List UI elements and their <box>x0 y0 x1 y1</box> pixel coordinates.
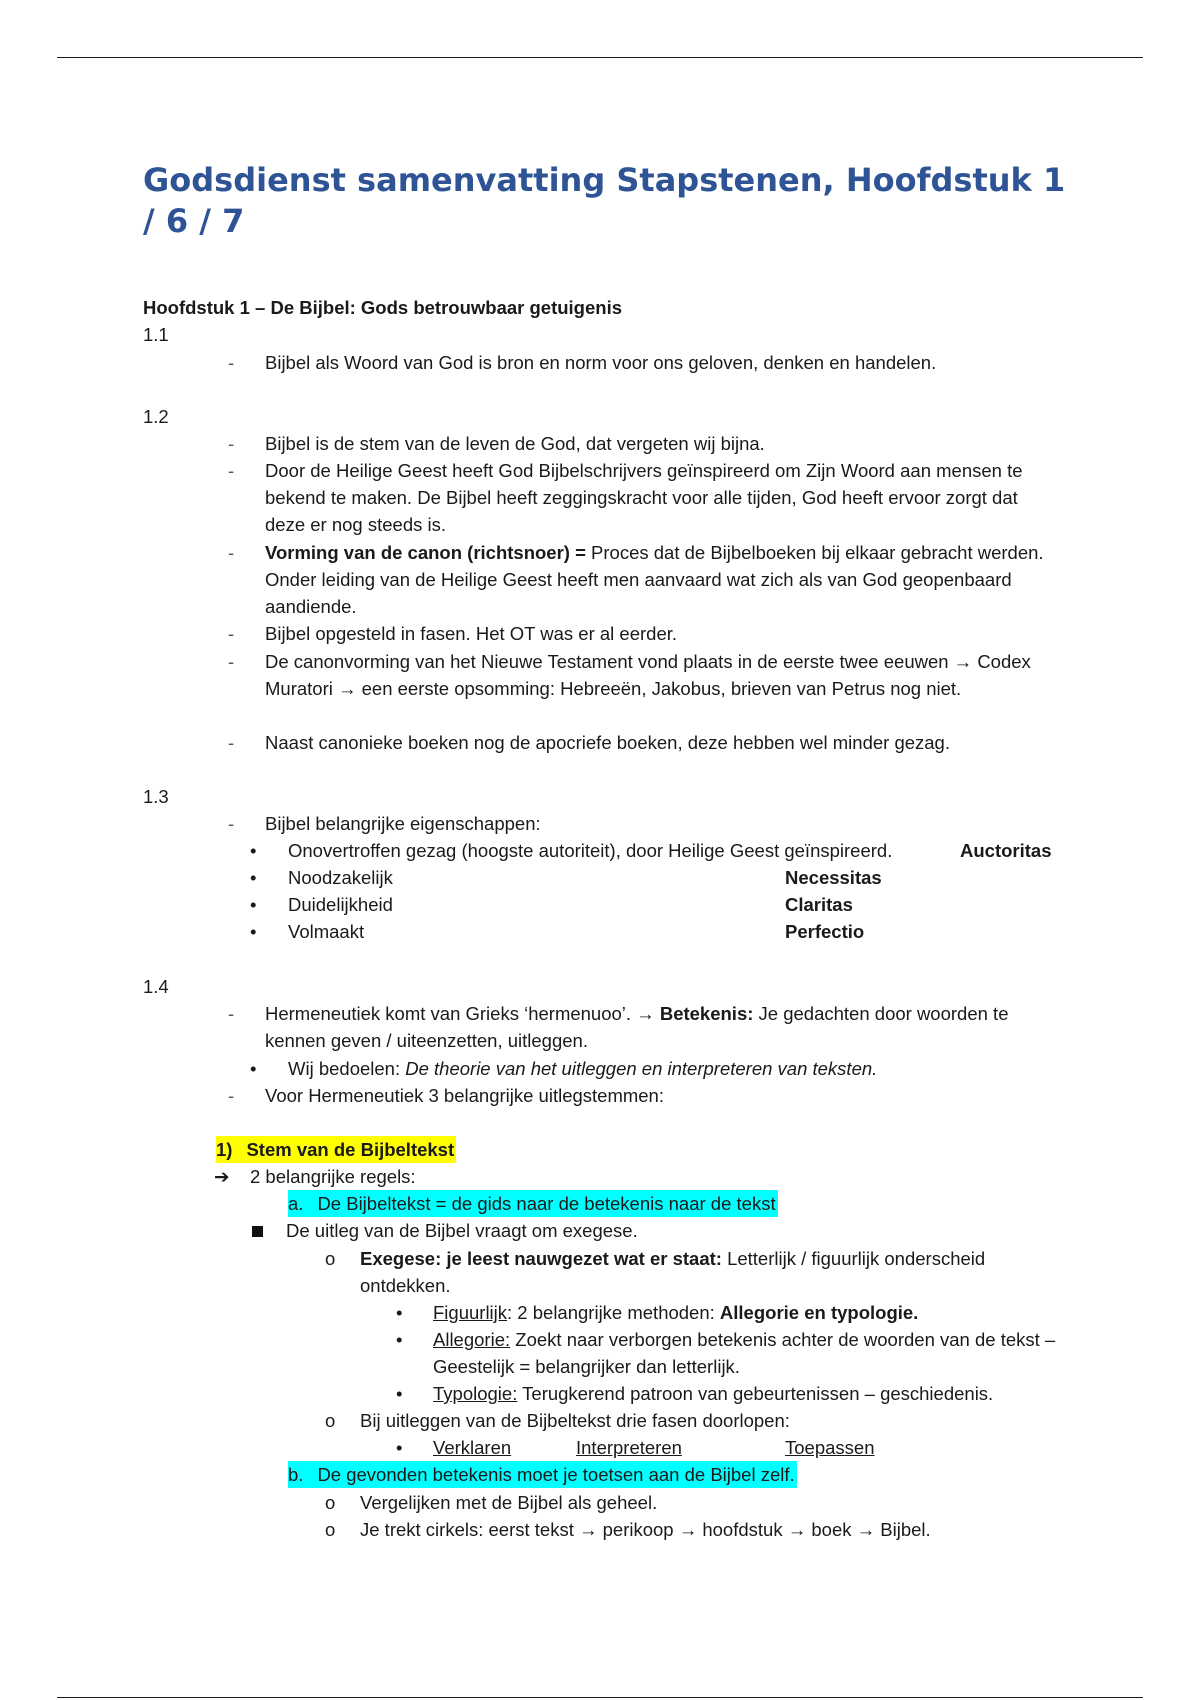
circle-bullet-icon: o <box>325 1248 336 1269</box>
list-item-allegorie <box>433 1326 1063 1380</box>
list-item-hermeneutiek <box>265 1000 1025 1054</box>
dash-bullet: - <box>228 542 235 563</box>
allegorie-label: Allegorie: <box>433 1329 511 1350</box>
list-item: Bij uitleggen van de Bijbeltekst drie fasen doorlopen: <box>360 1410 790 1431</box>
property-term: Necessitas <box>785 867 882 888</box>
property-term: Perfectio <box>785 921 865 942</box>
typologie-text: Terugkerend patroon van gebeurtenissen – geschiedenis. <box>517 1383 994 1404</box>
dash-bullet: - <box>228 352 235 373</box>
dash-bullet: - <box>228 1085 235 1106</box>
list-item: Voor Hermeneutiek 3 belangrijke uitlegstemmen: <box>265 1085 664 1106</box>
list-item: 2 belangrijke regels: <box>250 1166 416 1187</box>
rule-letter: a. <box>288 1193 304 1214</box>
list-item-exegese <box>360 1245 1060 1299</box>
figuurlijk-methods: Allegorie en typologie. <box>719 1302 919 1323</box>
round-bullet: • <box>250 840 257 861</box>
section-number-1-4: 1.4 <box>143 976 169 997</box>
list-item: Naast canonieke boeken nog de apocriefe boeken, deze hebben wel minder gezag. <box>265 732 950 753</box>
rule-b <box>288 1461 797 1488</box>
list-item: De canonvorming van het Nieuwe Testament vond plaats in de eerste twee eeuwen → Codex Muratori → een eerste opsomming: Hebreeën, Jakobus, brieven van Petrus nog niet. <box>265 651 1031 699</box>
wij-bedoelen-text: De theorie van het uitleggen en interpreteren van teksten. <box>405 1058 878 1079</box>
stem-label: Stem van de Bijbeltekst <box>246 1139 455 1160</box>
property-label: Onovertroffen gezag (hoogste autoriteit), door Heilige Geest geïnspireerd. <box>288 840 893 861</box>
list-item: Door de Heilige Geest heeft God Bijbelschrijvers geïnspireerd om Zijn Woord aan mensen te bekend te maken. De Bijbel heeft zeggingskracht voor alle tijden, God heeft ervoor zorgt dat deze er nog steeds is. <box>265 460 1023 535</box>
list-item: Je trekt cirkels: eerst tekst → perikoop → hoofdstuk → boek → Bijbel. <box>360 1519 931 1540</box>
allegorie-text: Zoekt naar verborgen betekenis achter de woorden van de tekst – Geestelijk = belangrijker dan letterlijk. <box>433 1329 1056 1377</box>
figuurlijk-text: : 2 belangrijke methoden: <box>507 1302 720 1323</box>
phase-3: Toepassen <box>785 1437 875 1458</box>
canon-definition: Proces dat de Bijbelboeken bij elkaar gebracht werden. Onder leiding van de Heilige Geest heeft men aanvaard wat zich als van God geopenbaard aandiende. <box>265 542 1044 617</box>
stem-heading <box>216 1136 456 1163</box>
chapter-heading: Hoofdstuk 1 – De Bijbel: Gods betrouwbaar getuigenis <box>143 297 623 318</box>
section-number-1-1: 1.1 <box>143 324 169 345</box>
round-bullet: • <box>250 1058 257 1079</box>
property-term: Claritas <box>785 894 853 915</box>
section-number-1-3: 1.3 <box>143 786 169 807</box>
betekenis-label: Betekenis: <box>659 1003 754 1024</box>
section-number-1-2: 1.2 <box>143 406 169 427</box>
list-item-figuurlijk <box>433 1299 918 1326</box>
rule-text: De gevonden betekenis moet je toetsen aan de Bijbel zelf. <box>317 1464 795 1485</box>
property-term: Auctoritas <box>960 840 1052 861</box>
footer-rule <box>57 1697 1143 1698</box>
hermeneutiek-origin: Hermeneutiek komt van Grieks ‘hermenuoo’. → <box>265 1003 660 1024</box>
phase-2: Interpreteren <box>576 1437 682 1458</box>
list-item: Bijbel als Woord van God is bron en norm voor ons geloven, denken en handelen. <box>265 352 937 373</box>
list-item-typologie <box>433 1380 993 1407</box>
round-bullet: • <box>396 1302 403 1323</box>
exegese-text: Letterlijk / figuurlijk onderscheid ontdekken. <box>360 1248 986 1296</box>
circle-bullet-icon: o <box>325 1519 336 1540</box>
dash-bullet: - <box>228 623 235 644</box>
typologie-label: Typologie: <box>433 1383 518 1404</box>
exegese-label: Exegese: je leest nauwgezet wat er staat: <box>360 1248 722 1269</box>
document-title: Godsdienst samenvatting Stapstenen, Hoofdstuk 1 / 6 / 7 <box>143 161 1066 240</box>
list-item: De uitleg van de Bijbel vraagt om exegese. <box>286 1220 638 1241</box>
round-bullet: • <box>250 894 257 915</box>
rule-text: De Bijbeltekst = de gids naar de betekenis naar de tekst <box>317 1193 776 1214</box>
round-bullet: • <box>250 921 257 942</box>
betekenis-text: Je gedachten door woorden te kennen geven / uiteenzetten, uitleggen. <box>265 1003 1009 1051</box>
square-bullet-icon <box>252 1217 263 1244</box>
round-bullet: • <box>250 867 257 888</box>
arrow-bullet-icon: ➔ <box>214 1166 230 1187</box>
property-label: Duidelijkheid <box>288 894 393 915</box>
list-item-wij-bedoelen <box>288 1055 877 1082</box>
list-item: Vergelijken met de Bijbel als geheel. <box>360 1492 658 1513</box>
dash-bullet: - <box>228 651 235 672</box>
dash-bullet: - <box>228 1003 235 1024</box>
property-label: Volmaakt <box>288 921 365 942</box>
stem-number: 1) <box>216 1139 233 1160</box>
round-bullet: • <box>396 1437 403 1458</box>
round-bullet: • <box>396 1383 403 1404</box>
circle-bullet-icon: o <box>325 1410 336 1431</box>
phase-1: Verklaren <box>433 1437 512 1458</box>
dash-bullet: - <box>228 813 235 834</box>
list-item: Bijbel belangrijke eigenschappen: <box>265 813 541 834</box>
round-bullet: • <box>396 1329 403 1350</box>
list-item: Bijbel is de stem van de leven de God, dat vergeten wij bijna. <box>265 433 765 454</box>
rule-letter: b. <box>288 1464 304 1485</box>
dash-bullet: - <box>228 460 235 481</box>
canon-term: Vorming van de canon (richtsnoer) = <box>265 542 586 563</box>
dash-bullet: - <box>228 433 235 454</box>
circle-bullet-icon: o <box>325 1492 336 1513</box>
list-item-canon <box>265 539 1055 620</box>
property-label: Noodzakelijk <box>288 867 393 888</box>
wij-bedoelen-label: Wij bedoelen: <box>288 1058 406 1079</box>
list-item: Bijbel opgesteld in fasen. Het OT was er al eerder. <box>265 623 678 644</box>
dash-bullet: - <box>228 732 235 753</box>
rule-a <box>288 1190 778 1217</box>
figuurlijk-label: Figuurlijk <box>433 1302 508 1323</box>
